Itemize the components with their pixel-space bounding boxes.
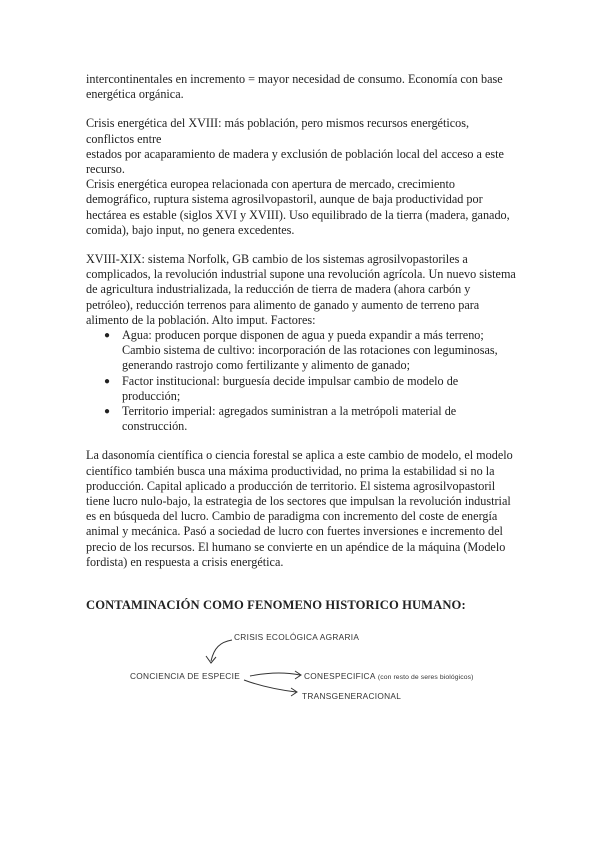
bullet-icon: ● [104,375,111,387]
paragraph-1: intercontinentales en incremento = mayor necesidad de consumo. Economía con base energética orgánica. [86,72,503,102]
document-body [86,72,516,570]
paragraph-2-line-2: estados por acaparamiento de madera y exclusión de población local del acceso a este recurso. [86,146,504,177]
paragraph-3: XVIII-XIX: sistema Norfolk, GB cambio de los sistemas agrosilvopastoriles a complicados, la revolución industrial supone una revolución agrícola. Un nuevo sistema de agricultura industrializada, la reducción de tierra de madera (ahora carbón y petróleo), reducción terrenos para alimento de ganado y aumento de terreno para alimento de la población. Alto imput. Factores: [86,252,516,327]
factor-list [86,328,516,434]
list-item [104,373,516,404]
spacer [86,434,516,448]
list-item-text: Agua: producen porque disponen de agua y pueda expandir a más terreno; Cambio sistema de cultivo: incorporación de las rotaciones con leguminosas, generando rastrojo como fertilizante y alimento de ganado; [122,328,498,373]
label-conespecifica-note: (con resto de seres biológicos) [377,674,474,681]
arrow-left-to-right [250,673,300,676]
label-conciencia-especie: CONCIENCIA DE ESPECIE [130,671,241,681]
list-item [104,328,516,374]
spacer [86,102,516,116]
paragraph-2-line-1: Crisis energética del XVIII: más población, pero mismos recursos energéticos, conflictos entre [86,116,470,146]
list-item [104,404,516,434]
label-transgeneracional: TRANSGENERACIONAL [302,691,402,701]
label-crisis-ecologica: CRISIS ECOLÓGICA AGRARIA [234,632,360,642]
arrow-top-to-left [211,640,232,661]
label-conespecifica [304,671,474,681]
label-conespecifica-main: CONESPECIFICA [304,671,376,681]
spacer [86,238,516,252]
list-item-text: Factor institucional: burguesía decide impulsar cambio de modelo de producción; [122,373,459,403]
bullet-icon: ● [104,406,111,418]
section-heading: CONTAMINACIÓN COMO FENOMENO HISTORICO HUMANO: [86,598,466,612]
list-item-text: Territorio imperial: agregados suministran a la metrópoli material de construcción. [122,404,457,434]
concept-diagram [120,628,520,708]
paragraph-2-line-3: Crisis energética europea relacionada con apertura de mercado, crecimiento demográfico, ruptura sistema agrosilvopastoril, aunque de baja productividad por hectárea es estable (siglos XVI y XVIII). Uso equilibrado de la tierra (madera, ganado, comida), bajo input, no genera excedentes. [86,177,510,237]
arrow-left-to-bottom [244,680,296,692]
bullet-icon: ● [104,330,111,342]
paragraph-4: La dasonomía científica o ciencia forestal se aplica a este cambio de modelo, el modelo científico también busca una máxima productividad, no prima la estabilidad si no la producción. Capital aplicado a producción de territorio. El sistema agrosilvopastoril tiene lucro nulo-bajo, la estrategia de los sectores que impulsan la revolución industrial es en búsqueda del lucro. Cambio de paradigma con incremento del coste de energía animal y mecánica. Pasó a sociedad de lucro con fuertes inversiones e incremento del precio de los recursos. El humano se convierte en un apéndice de la máquina (Modelo fordista) en respuesta a crisis energética. [86,448,513,569]
